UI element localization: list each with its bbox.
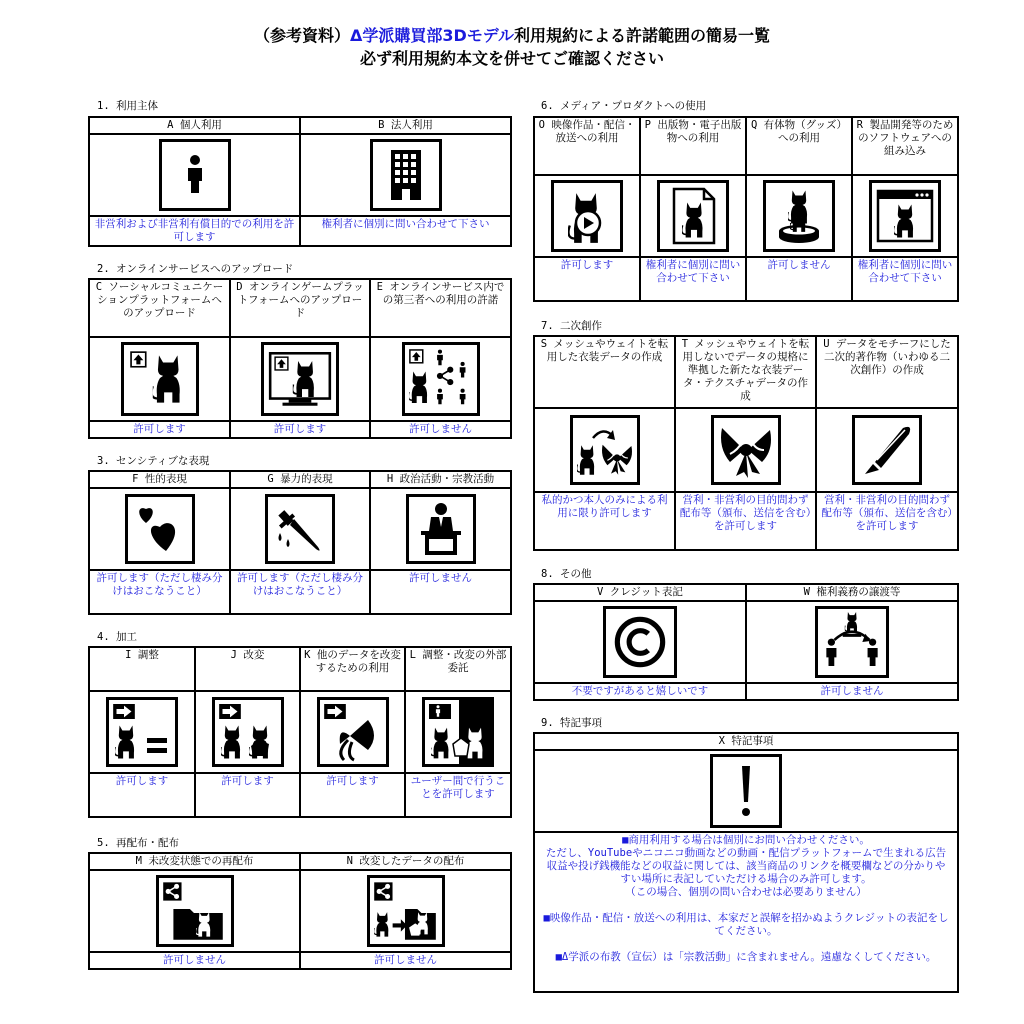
section-title-online-upload: 2. オンラインサービスへのアップロード — [97, 263, 294, 275]
column-label-X: X 特記事項 — [534, 733, 958, 750]
column-label-P: P 出版物・電子出版物への利用 — [640, 117, 746, 175]
column-label-J: J 改変 — [195, 647, 300, 691]
result-W: 許可しません — [746, 683, 958, 700]
column-label-D: D オンラインゲームプラットフォームへのアップロード — [230, 279, 370, 337]
result-I: 許可します — [89, 773, 195, 817]
special-notes-text — [534, 832, 958, 992]
result-M: 許可しません — [89, 952, 300, 969]
result-B: 権利者に個別に問い合わせて下さい — [300, 216, 511, 246]
outsource-icon — [405, 691, 511, 773]
column-label-G: G 暴力的表現 — [230, 471, 370, 488]
column-label-L: L 調整・改変の外部委託 — [405, 647, 511, 691]
result-H: 許可しません — [370, 570, 511, 614]
section-title-other: 8. その他 — [541, 568, 592, 580]
bow-shape-icon — [300, 691, 405, 773]
column-label-T: T メッシュやウェイトを転用しないでデータの規格に準拠した新たな衣装データ・テクスチャデータの作成 — [675, 336, 816, 408]
result-O: 許可します — [534, 257, 640, 301]
copyright-icon — [534, 601, 746, 683]
section-title-sensitive: 3. センシティブな表現 — [97, 455, 210, 467]
title-suffix: 利用規約による許諾範囲の簡易一覧 — [514, 26, 771, 45]
result-E: 許可しません — [370, 421, 511, 438]
sensitive-table — [88, 470, 512, 615]
upload-cat-icon — [89, 337, 230, 421]
note-credit: ■映像作品・配信・放送への利用は、本家だと誤解を招かぬようクレジットの表記をしてください。 — [543, 912, 949, 937]
result-S: 私的かつ本人のみによる利用に限り許可します — [534, 492, 675, 550]
result-J: 許可します — [195, 773, 300, 817]
column-label-S: S メッシュやウェイトを転用した衣装データの作成 — [534, 336, 675, 408]
share-modified-icon — [300, 870, 511, 952]
section-title-media-product: 6. メディア・プロダクトへの使用 — [541, 100, 707, 112]
knife-icon — [230, 488, 370, 570]
usage-subject-table — [88, 116, 512, 247]
result-A: 非営利および非営利有償目的での利用を許可します — [89, 216, 300, 246]
column-label-A: A 個人利用 — [89, 117, 300, 134]
column-label-F: F 性的表現 — [89, 471, 230, 488]
result-C: 許可します — [89, 421, 230, 438]
result-L: ユーザー間で行うことを許可します — [405, 773, 511, 817]
upload-share-people-icon — [370, 337, 511, 421]
adjust-equal-icon — [89, 691, 195, 773]
section-title-usage-subject: 1. 利用主体 — [97, 100, 158, 112]
column-label-U: U データをモチーフにした二次的著作物（いわゆる二次創作）の作成 — [816, 336, 958, 408]
column-label-Q: Q 有体物（グッズ）への利用 — [746, 117, 852, 175]
result-K: 許可します — [300, 773, 405, 817]
column-label-E: E オンラインサービス内での第三者への利用の許諾 — [370, 279, 511, 337]
page-subtitle: 必ず利用規約本文を併せてご確認ください — [359, 49, 664, 68]
result-R: 権利者に個別に問い合わせて下さい — [852, 257, 958, 301]
person-icon — [89, 134, 300, 216]
transfer-people-icon — [746, 601, 958, 683]
result-G: 許可します（ただし棲み分けはおこなうこと） — [230, 570, 370, 614]
note-promotion: ■Δ学派の布教（宣伝）は「宗教活動」に含まれません。遠慮なくしてください。 — [555, 951, 937, 963]
result-T: 営利・非営利の目的問わず配布等（頒布、送信を含む）を許可します — [675, 492, 816, 550]
special-notes-table — [533, 732, 959, 993]
result-D: 許可します — [230, 421, 370, 438]
share-folder-icon — [89, 870, 300, 952]
result-N: 許可しません — [300, 952, 511, 969]
column-label-H: H 政治活動・宗教活動 — [370, 471, 511, 488]
note-commercial: ■商用利用する場合は個別にお問い合わせください。 — [622, 834, 870, 846]
column-label-B: B 法人利用 — [300, 117, 511, 134]
software-window-cat-icon — [852, 175, 958, 257]
result-F: 許可します（ただし棲み分けはおこなうこと） — [89, 570, 230, 614]
derivative-table — [533, 335, 959, 551]
column-label-K: K 他のデータを改変するための利用 — [300, 647, 405, 691]
result-U: 営利・非営利の目的問わず配布等（頒布、送信を含む）を許可します — [816, 492, 958, 550]
document-cat-icon — [640, 175, 746, 257]
result-Q: 許可しません — [746, 257, 852, 301]
figure-cat-icon — [746, 175, 852, 257]
video-cat-icon — [534, 175, 640, 257]
online-upload-table — [88, 278, 512, 439]
redistribution-table — [88, 852, 512, 970]
section-title-derivative: 7. 二次創作 — [541, 320, 602, 332]
media-product-table — [533, 116, 959, 302]
modify-cats-icon — [195, 691, 300, 773]
result-V: 不要ですがあると嬉しいです — [534, 683, 746, 700]
cat-to-bow-icon — [534, 408, 675, 492]
title-highlight: Δ学派購買部3Dモデル — [350, 26, 514, 45]
bow-icon — [675, 408, 816, 492]
column-label-C: C ソーシャルコミュニケーションプラットフォームへのアップロード — [89, 279, 230, 337]
exclamation-icon — [534, 750, 958, 832]
column-label-N: N 改変したデータの配布 — [300, 853, 511, 870]
section-title-redistribution: 5. 再配布・配布 — [97, 837, 179, 849]
column-label-R: R 製品開発等のためのソフトウェアへの組み込み — [852, 117, 958, 175]
upload-monitor-cat-icon — [230, 337, 370, 421]
title-prefix: （参考資料） — [253, 26, 350, 45]
other-table — [533, 583, 959, 701]
column-label-M: M 未改変状態での再配布 — [89, 853, 300, 870]
pen-icon — [816, 408, 958, 492]
hearts-icon — [89, 488, 230, 570]
result-P: 権利者に個別に問い合わせて下さい — [640, 257, 746, 301]
section-title-processing: 4. 加工 — [97, 631, 137, 643]
podium-speaker-icon — [370, 488, 511, 570]
column-label-I: I 調整 — [89, 647, 195, 691]
section-title-special-notes: 9. 特記事項 — [541, 717, 602, 729]
column-label-W: W 権利義務の譲渡等 — [746, 584, 958, 601]
column-label-V: V クレジット表記 — [534, 584, 746, 601]
building-icon — [300, 134, 511, 216]
page-title — [0, 26, 1024, 46]
processing-table — [88, 646, 512, 818]
note-no-inquiry: （この場合、個別の問い合わせは必要ありません） — [625, 886, 867, 898]
column-label-O: O 映像作品・配信・放送への利用 — [534, 117, 640, 175]
note-ad-revenue: ただし、YouTubeやニコニコ動画などの動画・配信プラットフォームで生まれる広告収益や投げ銭機能などの収益に関しては、該当商品のリンクを概要欄などの分かりやすい場所に表記していただける場合のみ許可します。 — [545, 847, 947, 885]
